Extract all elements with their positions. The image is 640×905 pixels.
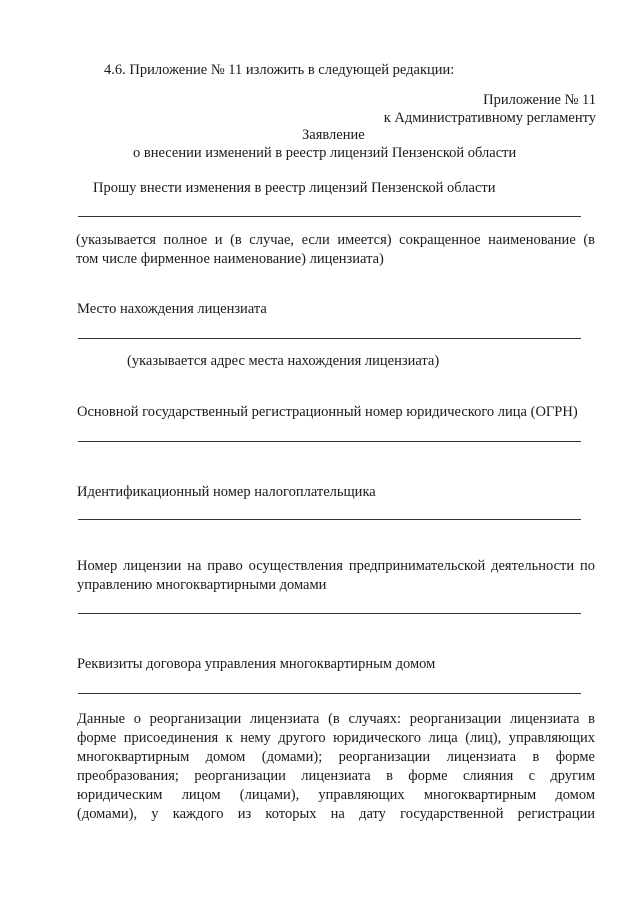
amendment-heading: 4.6. Приложение № 11 изложить в следующей редакции: xyxy=(104,62,455,78)
request-text: Прошу внести изменения в реестр лицензий Пензенской области xyxy=(93,180,496,196)
reorganization-line: форме присоединения к нему другого юридического лица (лиц), управляющих xyxy=(77,730,595,746)
name-hint-line: том числе фирменное наименование) лицензиата) xyxy=(76,251,384,267)
license-number-field[interactable] xyxy=(78,613,581,614)
license-label-line: Номер лицензии на право осуществления предпринимательской деятельности по xyxy=(77,558,595,574)
ogrn-label: Основной государственный регистрационный номер юридического лица (ОГРН) xyxy=(77,404,578,420)
document-subtitle: о внесении изменений в реестр лицензий Пензенской области xyxy=(133,145,517,161)
ogrn-field[interactable] xyxy=(78,441,581,442)
contract-field[interactable] xyxy=(78,693,581,694)
reorganization-paragraph xyxy=(77,710,595,824)
location-label: Место нахождения лицензиата xyxy=(77,301,267,317)
reorganization-line: юридическим лицом (лицами), управляющих многоквартирным домом xyxy=(77,787,595,803)
licensee-name-field[interactable] xyxy=(78,216,581,217)
inn-label: Идентификационный номер налогоплательщика xyxy=(77,484,376,500)
license-label xyxy=(77,557,595,595)
location-field[interactable] xyxy=(78,338,581,339)
reorganization-line: многоквартирным домом (домами); реорганизации лицензиата в форме xyxy=(77,749,595,765)
location-hint: (указывается адрес места нахождения лицензиата) xyxy=(127,353,440,369)
contract-label: Реквизиты договора управления многоквартирным домом xyxy=(77,656,436,672)
license-label-line: управлению многоквартирными домами xyxy=(77,577,327,593)
inn-field[interactable] xyxy=(78,519,581,520)
document-title: Заявление xyxy=(302,127,365,143)
name-hint xyxy=(76,231,595,269)
reorganization-line: Данные о реорганизации лицензиата (в случаях: реорганизации лицензиата в xyxy=(77,711,595,727)
name-hint-line: (указывается полное и (в случае, если имеется) сокращенное наименование (в xyxy=(76,232,595,248)
reorganization-line: преобразования; реорганизации лицензиата в форме слияния с другим xyxy=(77,768,595,784)
reorganization-line: (домами), у каждого из которых на дату государственной регистрации xyxy=(77,806,595,822)
appendix-number: Приложение № 11 xyxy=(483,92,596,108)
appendix-reference: к Административному регламенту xyxy=(383,110,596,126)
